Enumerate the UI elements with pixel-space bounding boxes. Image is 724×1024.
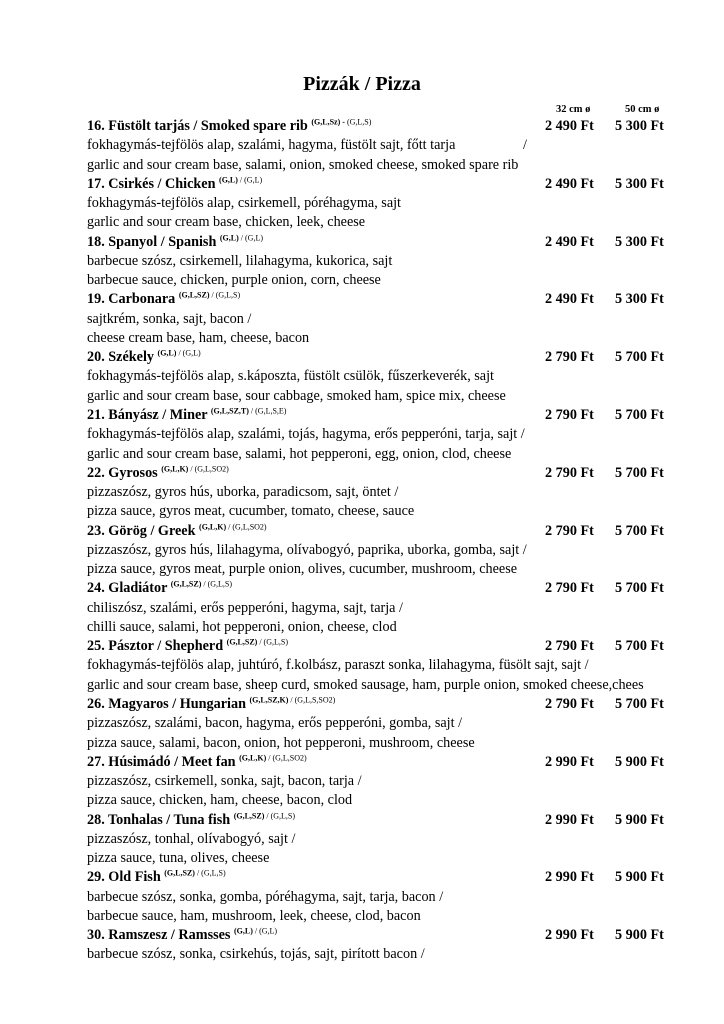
allergen-codes-en: / (G,L,S,E) [248, 406, 287, 416]
allergen-codes-en: / (G,L) [237, 175, 263, 185]
price-50cm: 5 900 Ft [615, 753, 664, 770]
menu-item-name-line [87, 117, 687, 136]
price-50cm: 5 300 Ft [615, 175, 664, 192]
ingredients-en: garlic and sour cream base, sheep curd, smoked sausage, ham, purple onion, smoked cheese,chees [87, 676, 644, 693]
menu-item-name-line [87, 926, 687, 945]
price-50cm: 5 700 Ft [615, 695, 664, 712]
price-50cm: 5 700 Ft [615, 464, 664, 481]
menu-item-name: 26. Magyaros / Hungarian [87, 695, 246, 712]
menu-item-name-line [87, 522, 687, 541]
menu-item-name: 23. Görög / Greek [87, 522, 196, 539]
menu-item-name: 17. Csirkés / Chicken [87, 175, 216, 192]
ingredients-hu [87, 310, 687, 329]
menu-item-name-line [87, 868, 687, 887]
ingredients-hu [87, 714, 687, 733]
ingredients-hu [87, 541, 687, 560]
allergen-codes-en: (G,L,S) [344, 117, 372, 127]
ingredients-en: cheese cream base, ham, cheese, bacon [87, 329, 310, 346]
menu-item [87, 464, 687, 522]
allergen-codes-hu: (G,L,K) [199, 521, 227, 531]
menu-item-name: 20. Székely [87, 349, 154, 366]
ingredients-hu [87, 888, 687, 907]
ingredients-hu-text: sajtkrém, sonka, sajt, bacon / [87, 310, 252, 327]
menu-item-name-line [87, 290, 687, 309]
price-32cm: 2 790 Ft [545, 580, 594, 597]
ingredients-hu-text: pizzaszósz, tonhal, olívabogyó, sajt / [87, 830, 296, 847]
allergen-codes-hu: (G,L) [219, 232, 239, 242]
price-50cm: 5 900 Ft [615, 811, 664, 828]
ingredients-hu [87, 945, 687, 964]
price-50cm: 5 300 Ft [615, 118, 664, 134]
ingredients-hu [87, 830, 687, 849]
menu-item-name: 30. Ramszesz / Ramsses [87, 927, 231, 944]
ingredients-hu-text: barbecue szósz, csirkemell, lilahagyma, kukorica, sajt [87, 252, 393, 269]
price-32cm: 2 790 Ft [545, 349, 594, 366]
price-32cm: 2 790 Ft [545, 406, 594, 423]
menu-item-name: 16. Füstölt tarjás / Smoked spare rib [87, 118, 308, 134]
menu-item [87, 233, 687, 291]
menu-item [87, 290, 687, 348]
allergen-codes-en: / (G,L) [238, 232, 263, 242]
price-32cm: 2 490 Ft [545, 175, 594, 192]
allergen-codes-en: / (G,L,S) [257, 637, 288, 647]
ingredients-hu-text: barbecue szósz, sonka, gomba, póréhagyma, sajt, tarja, bacon / [87, 888, 444, 905]
allergen-codes-hu: (G,L) [157, 348, 177, 358]
ingredients-en: pizza sauce, gyros meat, cucumber, tomato, cheese, sauce [87, 503, 415, 520]
ingredients-en: garlic and sour cream base, salami, onion, smoked cheese, smoked spare rib [87, 156, 519, 173]
menu-item-name-line [87, 175, 687, 194]
ingredients-hu [87, 425, 687, 444]
pizza-menu-list [87, 117, 687, 965]
ingredients-hu-text: pizzaszósz, gyros hús, lilahagyma, olívabogyó, paprika, uborka, gomba, sajt / [87, 541, 527, 558]
price-50cm: 5 300 Ft [615, 291, 664, 308]
ingredients-en: pizza sauce, gyros meat, purple onion, olives, cucumber, mushroom, cheese [87, 561, 518, 578]
menu-item [87, 348, 687, 406]
ingredients-en: pizza sauce, chicken, ham, cheese, bacon, clod [87, 792, 353, 809]
allergen-codes-hu: (G,L,SZ,T) [210, 406, 249, 416]
ingredients-hu [87, 656, 687, 675]
ingredients-hu-text: pizzaszósz, szalámi, bacon, hagyma, erős pepperóni, gomba, sajt / [87, 715, 463, 732]
ingredients-en: pizza sauce, tuna, olives, cheese [87, 850, 270, 867]
column-header-32cm: 32 cm ø [556, 104, 591, 115]
price-32cm: 2 790 Ft [545, 638, 594, 655]
ingredients-hu [87, 194, 687, 213]
menu-item-name: 25. Pásztor / Shepherd [87, 638, 224, 655]
ingredients-en: barbecue sauce, ham, mushroom, leek, cheese, clod, bacon [87, 907, 421, 924]
allergen-codes-en: / (G,L,S) [194, 868, 226, 878]
allergen-codes-hu: (G,L) [233, 926, 253, 936]
allergen-codes-hu: (G,L,SZ) [233, 810, 265, 820]
ingredients-en: garlic and sour cream base, sour cabbage, smoked ham, spice mix, cheese [87, 387, 506, 404]
menu-item-name: 21. Bányász / Miner [87, 406, 208, 423]
menu-item-name-line [87, 753, 687, 772]
menu-item-name-line [87, 695, 687, 714]
menu-item-name: 27. Húsimádó / Meet fan [87, 753, 236, 770]
menu-item [87, 579, 687, 637]
allergen-codes-en: / (G,L,S,SO2) [288, 695, 336, 705]
menu-item-name: 18. Spanyol / Spanish [87, 233, 217, 250]
ingredients-hu [87, 136, 687, 155]
menu-item-name: 22. Gyrosos [87, 464, 158, 481]
menu-item [87, 753, 687, 811]
ingredients-hu-text: chiliszósz, szalámi, erős pepperóni, hagyma, sajt, tarja / [87, 599, 403, 616]
price-32cm: 2 990 Ft [545, 927, 594, 944]
ingredients-hu-text: pizzaszósz, gyros hús, uborka, paradicsom, sajt, öntet / [87, 484, 399, 501]
allergen-codes-hu: (G,L,SZ,K) [249, 695, 289, 705]
price-50cm: 5 700 Ft [615, 522, 664, 539]
ingredients-hu-text: fokhagymás-tejfölös alap, juhtúró, f.kolbász, paraszt sonka, lilahagyma, füsölt sajt, sajt / [87, 657, 589, 674]
menu-item-name-line [87, 348, 687, 367]
ingredients-en: chilli sauce, salami, hot pepperoni, onion, cheese, clod [87, 618, 397, 635]
menu-item [87, 695, 687, 753]
ingredients-hu [87, 599, 687, 618]
menu-item-name-line [87, 406, 687, 425]
price-32cm: 2 490 Ft [545, 291, 594, 308]
allergen-codes-hu: (G,L,Sz) - [311, 117, 345, 127]
menu-item [87, 637, 687, 695]
price-50cm: 5 700 Ft [615, 406, 664, 423]
ingredients-en: pizza sauce, salami, bacon, onion, hot pepperoni, mushroom, cheese [87, 734, 475, 751]
price-32cm: 2 790 Ft [545, 522, 594, 539]
price-32cm: 2 790 Ft [545, 695, 594, 712]
price-32cm: 2 990 Ft [545, 869, 594, 886]
price-32cm: 2 490 Ft [545, 233, 594, 250]
price-32cm: 2 990 Ft [545, 811, 594, 828]
ingredients-hu-text: barbecue szósz, sonka, csirkehús, tojás, sajt, pirított bacon / [87, 946, 425, 963]
ingredients-separator: / [523, 137, 527, 154]
price-50cm: 5 900 Ft [615, 927, 664, 944]
price-32cm: 2 490 Ft [545, 118, 594, 134]
price-50cm: 5 700 Ft [615, 580, 664, 597]
menu-item-name: 28. Tonhalas / Tuna fish [87, 811, 231, 828]
menu-item [87, 406, 687, 464]
menu-item-name-line [87, 579, 687, 598]
menu-item [87, 811, 687, 869]
allergen-codes-en: / (G,L,S) [264, 810, 296, 820]
allergen-codes-en: / (G,L,SO2) [226, 521, 267, 531]
allergen-codes-en: / (G,L,SO2) [266, 753, 307, 763]
menu-item [87, 117, 687, 175]
ingredients-hu-text: fokhagymás-tejfölös alap, szalámi, hagyma, füstölt sajt, főtt tarja [87, 137, 456, 154]
ingredients-hu-text: fokhagymás-tejfölös alap, csirkemell, póréhagyma, sajt [87, 195, 401, 212]
allergen-codes-hu: (G,L,SZ) [226, 637, 258, 647]
allergen-codes-en: / (G,L,S) [209, 290, 241, 300]
menu-item-name-line [87, 233, 687, 252]
price-50cm: 5 700 Ft [615, 638, 664, 655]
price-32cm: 2 990 Ft [545, 753, 594, 770]
menu-item [87, 522, 687, 580]
menu-item [87, 926, 687, 965]
allergen-codes-en: / (G,L,S) [201, 579, 233, 589]
menu-item-name: 24. Gladiátor [87, 580, 168, 597]
ingredients-hu [87, 367, 687, 386]
menu-item [87, 175, 687, 233]
allergen-codes-en: / (G,L) [176, 348, 201, 358]
allergen-codes-en: / (G,L,SO2) [188, 464, 229, 474]
allergen-codes-hu: (G,L,K) [161, 464, 189, 474]
allergen-codes-hu: (G,L,SZ) [170, 579, 202, 589]
page-title: Pizzák / Pizza [303, 73, 421, 95]
ingredients-hu-text: fokhagymás-tejfölös alap, szalámi, tojás, hagyma, erős pepperóni, tarja, sajt / [87, 426, 525, 443]
menu-item-name-line [87, 811, 687, 830]
menu-item-name: 29. Old Fish [87, 869, 161, 886]
allergen-codes-hu: (G,L,K) [239, 753, 267, 763]
ingredients-en: garlic and sour cream base, chicken, leek, cheese [87, 214, 366, 231]
price-50cm: 5 300 Ft [615, 233, 664, 250]
price-50cm: 5 700 Ft [615, 349, 664, 366]
ingredients-en: barbecue sauce, chicken, purple onion, corn, cheese [87, 272, 381, 289]
ingredients-hu [87, 252, 687, 271]
menu-item [87, 868, 687, 926]
price-50cm: 5 900 Ft [615, 869, 664, 886]
menu-item-name: 19. Carbonara [87, 291, 176, 308]
ingredients-hu-text: pizzaszósz, csirkemell, sonka, sajt, bacon, tarja / [87, 773, 362, 790]
allergen-codes-hu: (G,L,SZ) [164, 868, 195, 878]
ingredients-hu [87, 772, 687, 791]
menu-item-name-line [87, 464, 687, 483]
ingredients-en: garlic and sour cream base, salami, hot pepperoni, egg, onion, clod, cheese [87, 445, 512, 462]
price-32cm: 2 790 Ft [545, 464, 594, 481]
menu-item-name-line [87, 637, 687, 656]
allergen-codes-hu: (G,L,SZ) [178, 290, 210, 300]
allergen-codes-en: / (G,L) [252, 926, 278, 936]
column-header-50cm: 50 cm ø [625, 104, 660, 115]
allergen-codes-hu: (G,L) [219, 175, 238, 185]
ingredients-hu [87, 483, 687, 502]
ingredients-hu-text: fokhagymás-tejfölös alap, s.káposzta, füstölt csülök, fűszerkeverék, sajt [87, 368, 494, 385]
